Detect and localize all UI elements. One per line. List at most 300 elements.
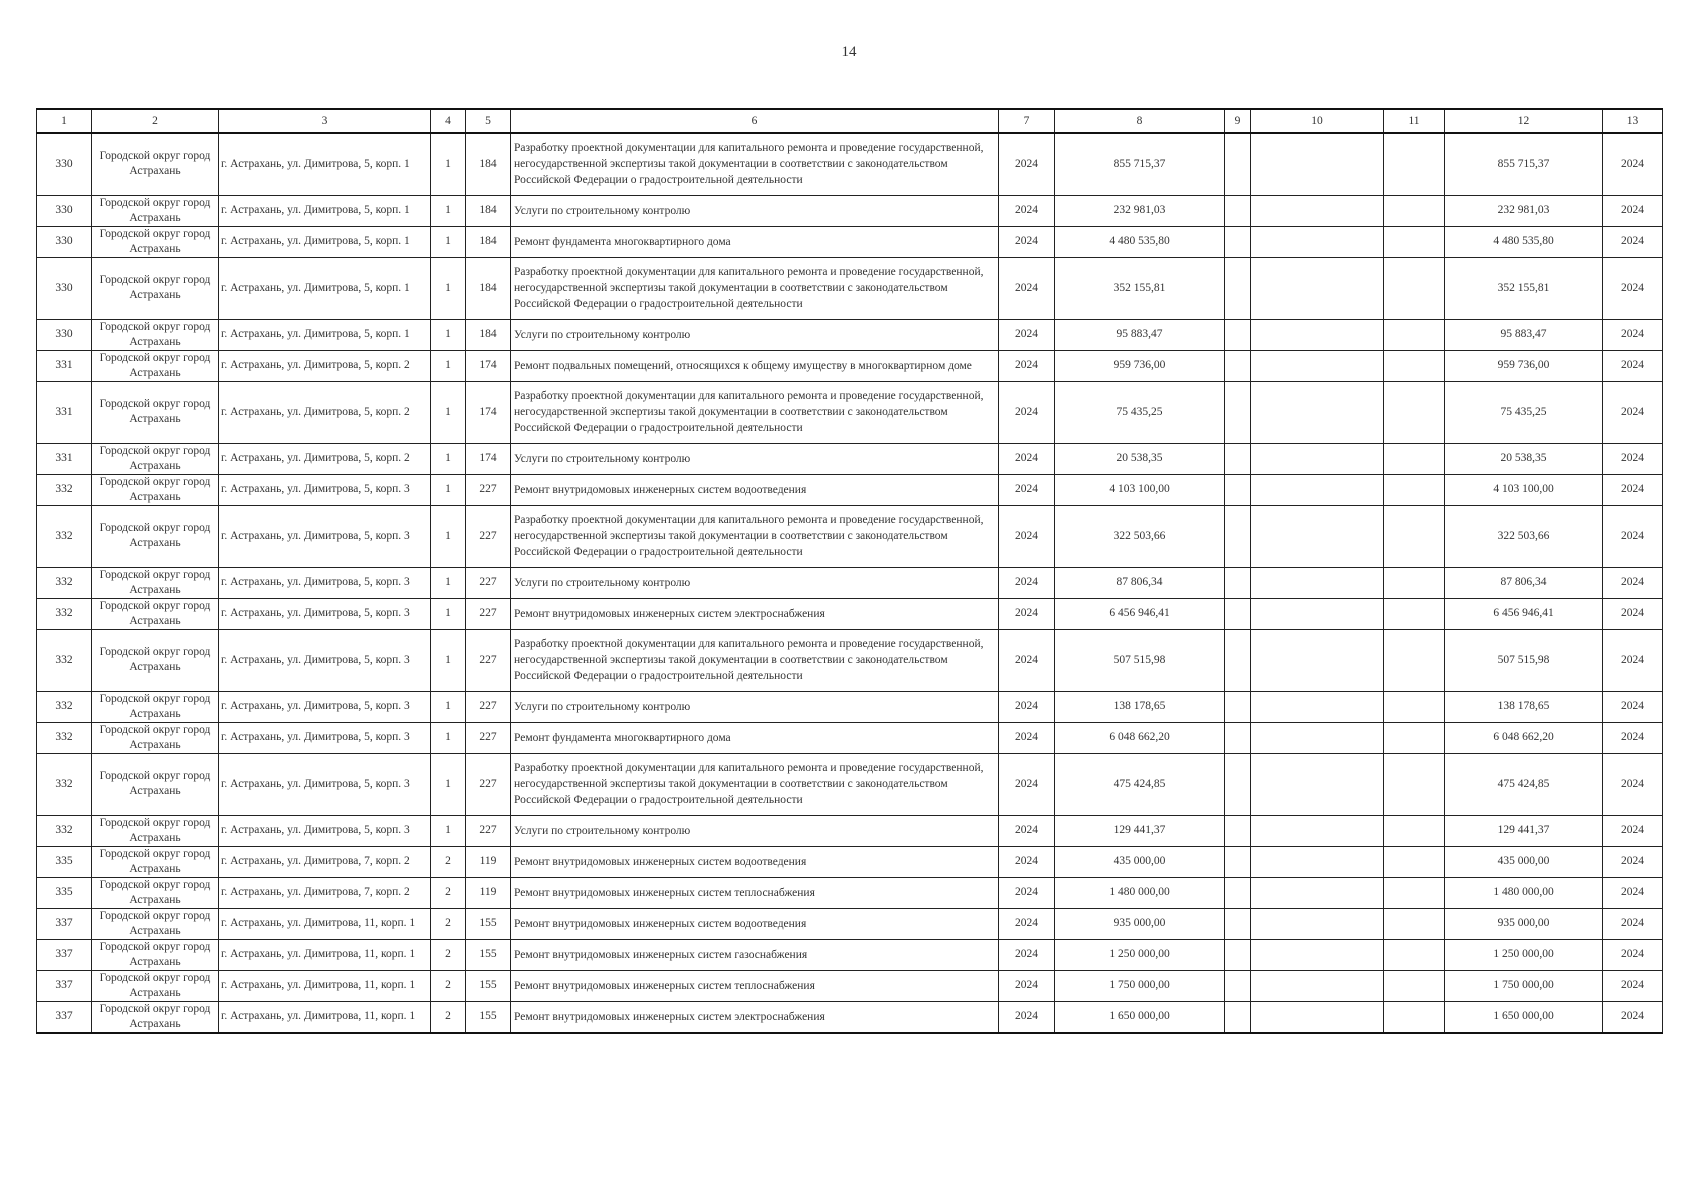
column-10-cell: [1251, 443, 1384, 474]
column-5-cell: 155: [466, 939, 511, 970]
total-cost-cell: 95 883,47: [1055, 319, 1225, 350]
row-number-cell: 330: [37, 257, 92, 319]
work-type-cell: Разработку проектной документации для капитального ремонта и проведение государственной, негосударственной экспертизы такой документации в соответствии с законодательством Российской Федерации о градостроительной деятельности: [511, 505, 999, 567]
address-cell: г. Астрахань, ул. Димитрова, 5, корп. 3: [219, 474, 431, 505]
column-9-cell: [1225, 598, 1251, 629]
completion-year-cell: 2024: [1603, 939, 1663, 970]
column-header-11: 11: [1384, 109, 1445, 133]
total-cost-cell: 6 048 662,20: [1055, 722, 1225, 753]
column-4-cell: 1: [431, 443, 466, 474]
completion-year-cell: 2024: [1603, 908, 1663, 939]
total-cost-cell: 138 178,65: [1055, 691, 1225, 722]
table-row: [37, 722, 1663, 753]
total-cost-cell: 1 650 000,00: [1055, 1001, 1225, 1033]
column-10-cell: [1251, 350, 1384, 381]
fund-cost-cell: 6 048 662,20: [1445, 722, 1603, 753]
fund-cost-cell: 507 515,98: [1445, 629, 1603, 691]
column-header-9: 9: [1225, 109, 1251, 133]
work-type-cell: Ремонт внутридомовых инженерных систем теплоснабжения: [511, 970, 999, 1001]
address-cell: г. Астрахань, ул. Димитрова, 5, корп. 1: [219, 319, 431, 350]
municipality-cell: Городской округ город Астрахань: [92, 908, 219, 939]
year-cell: 2024: [999, 567, 1055, 598]
total-cost-cell: 20 538,35: [1055, 443, 1225, 474]
column-9-cell: [1225, 753, 1251, 815]
total-cost-cell: 87 806,34: [1055, 567, 1225, 598]
completion-year-cell: 2024: [1603, 722, 1663, 753]
row-number-cell: 331: [37, 350, 92, 381]
total-cost-cell: 855 715,37: [1055, 133, 1225, 195]
municipality-cell: Городской округ город Астрахань: [92, 691, 219, 722]
total-cost-cell: 959 736,00: [1055, 350, 1225, 381]
column-header-1: 1: [37, 109, 92, 133]
year-cell: 2024: [999, 598, 1055, 629]
row-number-cell: 332: [37, 567, 92, 598]
fund-cost-cell: 138 178,65: [1445, 691, 1603, 722]
column-5-cell: 227: [466, 474, 511, 505]
column-5-cell: 227: [466, 629, 511, 691]
column-9-cell: [1225, 319, 1251, 350]
column-11-cell: [1384, 970, 1445, 1001]
row-number-cell: 332: [37, 629, 92, 691]
column-4-cell: 1: [431, 815, 466, 846]
address-cell: г. Астрахань, ул. Димитрова, 5, корп. 3: [219, 629, 431, 691]
table-row: [37, 691, 1663, 722]
table-row: [37, 939, 1663, 970]
work-type-cell: Услуги по строительному контролю: [511, 195, 999, 226]
year-cell: 2024: [999, 939, 1055, 970]
work-type-cell: Услуги по строительному контролю: [511, 691, 999, 722]
row-number-cell: 330: [37, 226, 92, 257]
fund-cost-cell: 435 000,00: [1445, 846, 1603, 877]
fund-cost-cell: 1 750 000,00: [1445, 970, 1603, 1001]
work-type-cell: Ремонт внутридомовых инженерных систем газоснабжения: [511, 939, 999, 970]
total-cost-cell: 435 000,00: [1055, 846, 1225, 877]
fund-cost-cell: 935 000,00: [1445, 908, 1603, 939]
column-5-cell: 174: [466, 381, 511, 443]
address-cell: г. Астрахань, ул. Димитрова, 5, корп. 3: [219, 753, 431, 815]
fund-cost-cell: 1 650 000,00: [1445, 1001, 1603, 1033]
total-cost-cell: 4 480 535,80: [1055, 226, 1225, 257]
column-header-3: 3: [219, 109, 431, 133]
municipality-cell: Городской округ город Астрахань: [92, 598, 219, 629]
fund-cost-cell: 6 456 946,41: [1445, 598, 1603, 629]
column-11-cell: [1384, 753, 1445, 815]
column-9-cell: [1225, 877, 1251, 908]
column-4-cell: 1: [431, 381, 466, 443]
column-11-cell: [1384, 133, 1445, 195]
column-11-cell: [1384, 629, 1445, 691]
row-number-cell: 332: [37, 598, 92, 629]
table-row: [37, 195, 1663, 226]
column-9-cell: [1225, 691, 1251, 722]
fund-cost-cell: 475 424,85: [1445, 753, 1603, 815]
table-row: [37, 257, 1663, 319]
completion-year-cell: 2024: [1603, 319, 1663, 350]
address-cell: г. Астрахань, ул. Димитрова, 5, корп. 2: [219, 350, 431, 381]
column-5-cell: 174: [466, 443, 511, 474]
address-cell: г. Астрахань, ул. Димитрова, 5, корп. 3: [219, 691, 431, 722]
column-10-cell: [1251, 133, 1384, 195]
table-row: [37, 877, 1663, 908]
fund-cost-cell: 4 103 100,00: [1445, 474, 1603, 505]
column-11-cell: [1384, 908, 1445, 939]
municipality-cell: Городской округ город Астрахань: [92, 474, 219, 505]
column-5-cell: 227: [466, 691, 511, 722]
year-cell: 2024: [999, 381, 1055, 443]
column-10-cell: [1251, 877, 1384, 908]
completion-year-cell: 2024: [1603, 443, 1663, 474]
column-11-cell: [1384, 505, 1445, 567]
column-5-cell: 184: [466, 257, 511, 319]
year-cell: 2024: [999, 846, 1055, 877]
completion-year-cell: 2024: [1603, 133, 1663, 195]
table-row: [37, 567, 1663, 598]
column-11-cell: [1384, 226, 1445, 257]
completion-year-cell: 2024: [1603, 846, 1663, 877]
column-5-cell: 227: [466, 815, 511, 846]
column-10-cell: [1251, 226, 1384, 257]
column-5-cell: 184: [466, 133, 511, 195]
year-cell: 2024: [999, 753, 1055, 815]
total-cost-cell: 322 503,66: [1055, 505, 1225, 567]
address-cell: г. Астрахань, ул. Димитрова, 5, корп. 1: [219, 226, 431, 257]
column-11-cell: [1384, 474, 1445, 505]
year-cell: 2024: [999, 319, 1055, 350]
column-9-cell: [1225, 722, 1251, 753]
row-number-cell: 332: [37, 815, 92, 846]
address-cell: г. Астрахань, ул. Димитрова, 5, корп. 1: [219, 257, 431, 319]
table-row: [37, 133, 1663, 195]
column-10-cell: [1251, 195, 1384, 226]
column-header-12: 12: [1445, 109, 1603, 133]
column-11-cell: [1384, 598, 1445, 629]
column-9-cell: [1225, 474, 1251, 505]
column-header-8: 8: [1055, 109, 1225, 133]
address-cell: г. Астрахань, ул. Димитрова, 5, корп. 3: [219, 505, 431, 567]
column-5-cell: 184: [466, 226, 511, 257]
column-5-cell: 155: [466, 1001, 511, 1033]
column-9-cell: [1225, 133, 1251, 195]
column-4-cell: 1: [431, 691, 466, 722]
municipality-cell: Городской округ город Астрахань: [92, 195, 219, 226]
municipality-cell: Городской округ город Астрахань: [92, 319, 219, 350]
column-9-cell: [1225, 381, 1251, 443]
municipality-cell: Городской округ город Астрахань: [92, 1001, 219, 1033]
row-number-cell: 330: [37, 319, 92, 350]
repair-plan-table: [36, 108, 1663, 1034]
fund-cost-cell: 87 806,34: [1445, 567, 1603, 598]
work-type-cell: Ремонт внутридомовых инженерных систем водоотведения: [511, 846, 999, 877]
table-row: [37, 1001, 1663, 1033]
column-4-cell: 1: [431, 226, 466, 257]
column-4-cell: 1: [431, 195, 466, 226]
address-cell: г. Астрахань, ул. Димитрова, 5, корп. 3: [219, 815, 431, 846]
total-cost-cell: 1 250 000,00: [1055, 939, 1225, 970]
column-header-7: 7: [999, 109, 1055, 133]
fund-cost-cell: 232 981,03: [1445, 195, 1603, 226]
completion-year-cell: 2024: [1603, 753, 1663, 815]
column-5-cell: 174: [466, 350, 511, 381]
fund-cost-cell: 20 538,35: [1445, 443, 1603, 474]
year-cell: 2024: [999, 133, 1055, 195]
work-type-cell: Ремонт фундамента многоквартирного дома: [511, 226, 999, 257]
column-10-cell: [1251, 257, 1384, 319]
column-header-5: 5: [466, 109, 511, 133]
fund-cost-cell: 129 441,37: [1445, 815, 1603, 846]
work-type-cell: Ремонт внутридомовых инженерных систем теплоснабжения: [511, 877, 999, 908]
column-4-cell: 1: [431, 505, 466, 567]
column-10-cell: [1251, 908, 1384, 939]
completion-year-cell: 2024: [1603, 567, 1663, 598]
column-11-cell: [1384, 319, 1445, 350]
column-4-cell: 1: [431, 474, 466, 505]
table-row: [37, 598, 1663, 629]
column-header-6: 6: [511, 109, 999, 133]
row-number-cell: 335: [37, 846, 92, 877]
column-4-cell: 1: [431, 722, 466, 753]
total-cost-cell: 352 155,81: [1055, 257, 1225, 319]
work-type-cell: Ремонт внутридомовых инженерных систем электроснабжения: [511, 598, 999, 629]
column-11-cell: [1384, 877, 1445, 908]
table-row: [37, 815, 1663, 846]
column-5-cell: 155: [466, 970, 511, 1001]
address-cell: г. Астрахань, ул. Димитрова, 5, корп. 2: [219, 381, 431, 443]
table-row: [37, 350, 1663, 381]
address-cell: г. Астрахань, ул. Димитрова, 7, корп. 2: [219, 846, 431, 877]
column-11-cell: [1384, 1001, 1445, 1033]
address-cell: г. Астрахань, ул. Димитрова, 11, корп. 1: [219, 939, 431, 970]
column-10-cell: [1251, 691, 1384, 722]
column-10-cell: [1251, 815, 1384, 846]
municipality-cell: Городской округ город Астрахань: [92, 939, 219, 970]
column-10-cell: [1251, 970, 1384, 1001]
municipality-cell: Городской округ город Астрахань: [92, 443, 219, 474]
column-11-cell: [1384, 350, 1445, 381]
year-cell: 2024: [999, 629, 1055, 691]
completion-year-cell: 2024: [1603, 195, 1663, 226]
column-11-cell: [1384, 443, 1445, 474]
table-row: [37, 753, 1663, 815]
row-number-cell: 335: [37, 877, 92, 908]
column-5-cell: 155: [466, 908, 511, 939]
year-cell: 2024: [999, 474, 1055, 505]
table-row: [37, 443, 1663, 474]
total-cost-cell: 1 480 000,00: [1055, 877, 1225, 908]
municipality-cell: Городской округ город Астрахань: [92, 567, 219, 598]
column-11-cell: [1384, 381, 1445, 443]
year-cell: 2024: [999, 970, 1055, 1001]
column-5-cell: 184: [466, 195, 511, 226]
total-cost-cell: 232 981,03: [1055, 195, 1225, 226]
column-11-cell: [1384, 722, 1445, 753]
row-number-cell: 331: [37, 443, 92, 474]
column-5-cell: 227: [466, 753, 511, 815]
completion-year-cell: 2024: [1603, 226, 1663, 257]
year-cell: 2024: [999, 505, 1055, 567]
work-type-cell: Услуги по строительному контролю: [511, 567, 999, 598]
total-cost-cell: 507 515,98: [1055, 629, 1225, 691]
year-cell: 2024: [999, 226, 1055, 257]
completion-year-cell: 2024: [1603, 350, 1663, 381]
column-4-cell: 1: [431, 567, 466, 598]
address-cell: г. Астрахань, ул. Димитрова, 5, корп. 1: [219, 133, 431, 195]
column-9-cell: [1225, 970, 1251, 1001]
column-5-cell: 227: [466, 505, 511, 567]
column-11-cell: [1384, 815, 1445, 846]
work-type-cell: Разработку проектной документации для капитального ремонта и проведение государственной, негосударственной экспертизы такой документации в соответствии с законодательством Российской Федерации о градостроительной деятельности: [511, 629, 999, 691]
work-type-cell: Ремонт подвальных помещений, относящихся к общему имуществу в многоквартирном доме: [511, 350, 999, 381]
column-10-cell: [1251, 474, 1384, 505]
row-number-cell: 330: [37, 133, 92, 195]
municipality-cell: Городской округ город Астрахань: [92, 877, 219, 908]
table-row: [37, 629, 1663, 691]
municipality-cell: Городской округ город Астрахань: [92, 846, 219, 877]
municipality-cell: Городской округ город Астрахань: [92, 505, 219, 567]
table-row: [37, 505, 1663, 567]
year-cell: 2024: [999, 722, 1055, 753]
year-cell: 2024: [999, 815, 1055, 846]
completion-year-cell: 2024: [1603, 629, 1663, 691]
total-cost-cell: 935 000,00: [1055, 908, 1225, 939]
address-cell: г. Астрахань, ул. Димитрова, 5, корп. 3: [219, 722, 431, 753]
work-type-cell: Ремонт внутридомовых инженерных систем электроснабжения: [511, 1001, 999, 1033]
column-4-cell: 1: [431, 629, 466, 691]
column-9-cell: [1225, 908, 1251, 939]
column-10-cell: [1251, 505, 1384, 567]
table-row: [37, 381, 1663, 443]
municipality-cell: Городской округ город Астрахань: [92, 970, 219, 1001]
column-9-cell: [1225, 1001, 1251, 1033]
total-cost-cell: 6 456 946,41: [1055, 598, 1225, 629]
completion-year-cell: 2024: [1603, 381, 1663, 443]
municipality-cell: Городской округ город Астрахань: [92, 753, 219, 815]
municipality-cell: Городской округ город Астрахань: [92, 226, 219, 257]
row-number-cell: 332: [37, 722, 92, 753]
year-cell: 2024: [999, 691, 1055, 722]
column-11-cell: [1384, 195, 1445, 226]
total-cost-cell: 1 750 000,00: [1055, 970, 1225, 1001]
work-type-cell: Разработку проектной документации для капитального ремонта и проведение государственной, негосударственной экспертизы такой документации в соответствии с законодательством Российской Федерации о градостроительной деятельности: [511, 257, 999, 319]
column-5-cell: 227: [466, 598, 511, 629]
year-cell: 2024: [999, 195, 1055, 226]
completion-year-cell: 2024: [1603, 970, 1663, 1001]
column-4-cell: 1: [431, 753, 466, 815]
column-5-cell: 184: [466, 319, 511, 350]
completion-year-cell: 2024: [1603, 474, 1663, 505]
work-type-cell: Разработку проектной документации для капитального ремонта и проведение государственной, негосударственной экспертизы такой документации в соответствии с законодательством Российской Федерации о градостроительной деятельности: [511, 381, 999, 443]
address-cell: г. Астрахань, ул. Димитрова, 11, корп. 1: [219, 970, 431, 1001]
fund-cost-cell: 4 480 535,80: [1445, 226, 1603, 257]
fund-cost-cell: 959 736,00: [1445, 350, 1603, 381]
column-9-cell: [1225, 505, 1251, 567]
address-cell: г. Астрахань, ул. Димитрова, 11, корп. 1: [219, 908, 431, 939]
municipality-cell: Городской округ город Астрахань: [92, 815, 219, 846]
address-cell: г. Астрахань, ул. Димитрова, 5, корп. 1: [219, 195, 431, 226]
column-5-cell: 227: [466, 722, 511, 753]
table-body: [37, 133, 1663, 1033]
row-number-cell: 332: [37, 691, 92, 722]
column-4-cell: 1: [431, 598, 466, 629]
completion-year-cell: 2024: [1603, 1001, 1663, 1033]
completion-year-cell: 2024: [1603, 505, 1663, 567]
column-10-cell: [1251, 598, 1384, 629]
completion-year-cell: 2024: [1603, 877, 1663, 908]
completion-year-cell: 2024: [1603, 598, 1663, 629]
column-4-cell: 1: [431, 133, 466, 195]
municipality-cell: Городской округ город Астрахань: [92, 133, 219, 195]
row-number-cell: 337: [37, 970, 92, 1001]
column-9-cell: [1225, 195, 1251, 226]
work-type-cell: Услуги по строительному контролю: [511, 319, 999, 350]
column-9-cell: [1225, 257, 1251, 319]
row-number-cell: 331: [37, 381, 92, 443]
column-header-10: 10: [1251, 109, 1384, 133]
completion-year-cell: 2024: [1603, 691, 1663, 722]
header-row: [37, 109, 1663, 133]
column-9-cell: [1225, 846, 1251, 877]
column-header-4: 4: [431, 109, 466, 133]
work-type-cell: Услуги по строительному контролю: [511, 443, 999, 474]
column-5-cell: 119: [466, 846, 511, 877]
work-type-cell: Ремонт фундамента многоквартирного дома: [511, 722, 999, 753]
total-cost-cell: 129 441,37: [1055, 815, 1225, 846]
column-11-cell: [1384, 939, 1445, 970]
table-row: [37, 474, 1663, 505]
row-number-cell: 337: [37, 908, 92, 939]
column-4-cell: 1: [431, 350, 466, 381]
column-4-cell: 2: [431, 939, 466, 970]
total-cost-cell: 475 424,85: [1055, 753, 1225, 815]
address-cell: г. Астрахань, ул. Димитрова, 11, корп. 1: [219, 1001, 431, 1033]
table-row: [37, 319, 1663, 350]
work-type-cell: Ремонт внутридомовых инженерных систем водоотведения: [511, 908, 999, 939]
column-9-cell: [1225, 443, 1251, 474]
year-cell: 2024: [999, 257, 1055, 319]
column-4-cell: 1: [431, 319, 466, 350]
column-10-cell: [1251, 939, 1384, 970]
column-4-cell: 2: [431, 846, 466, 877]
column-9-cell: [1225, 815, 1251, 846]
row-number-cell: 330: [37, 195, 92, 226]
column-9-cell: [1225, 567, 1251, 598]
municipality-cell: Городской округ город Астрахань: [92, 722, 219, 753]
column-10-cell: [1251, 567, 1384, 598]
year-cell: 2024: [999, 1001, 1055, 1033]
column-4-cell: 2: [431, 970, 466, 1001]
column-9-cell: [1225, 629, 1251, 691]
fund-cost-cell: 75 435,25: [1445, 381, 1603, 443]
repair-plan-table-container: [36, 108, 1662, 1034]
column-11-cell: [1384, 691, 1445, 722]
completion-year-cell: 2024: [1603, 257, 1663, 319]
column-10-cell: [1251, 722, 1384, 753]
column-10-cell: [1251, 1001, 1384, 1033]
table-row: [37, 226, 1663, 257]
row-number-cell: 332: [37, 474, 92, 505]
work-type-cell: Ремонт внутридомовых инженерных систем водоотведения: [511, 474, 999, 505]
table-row: [37, 846, 1663, 877]
column-9-cell: [1225, 939, 1251, 970]
column-10-cell: [1251, 846, 1384, 877]
column-4-cell: 2: [431, 908, 466, 939]
fund-cost-cell: 95 883,47: [1445, 319, 1603, 350]
column-11-cell: [1384, 257, 1445, 319]
row-number-cell: 332: [37, 753, 92, 815]
year-cell: 2024: [999, 908, 1055, 939]
column-10-cell: [1251, 629, 1384, 691]
table-row: [37, 970, 1663, 1001]
column-header-2: 2: [92, 109, 219, 133]
